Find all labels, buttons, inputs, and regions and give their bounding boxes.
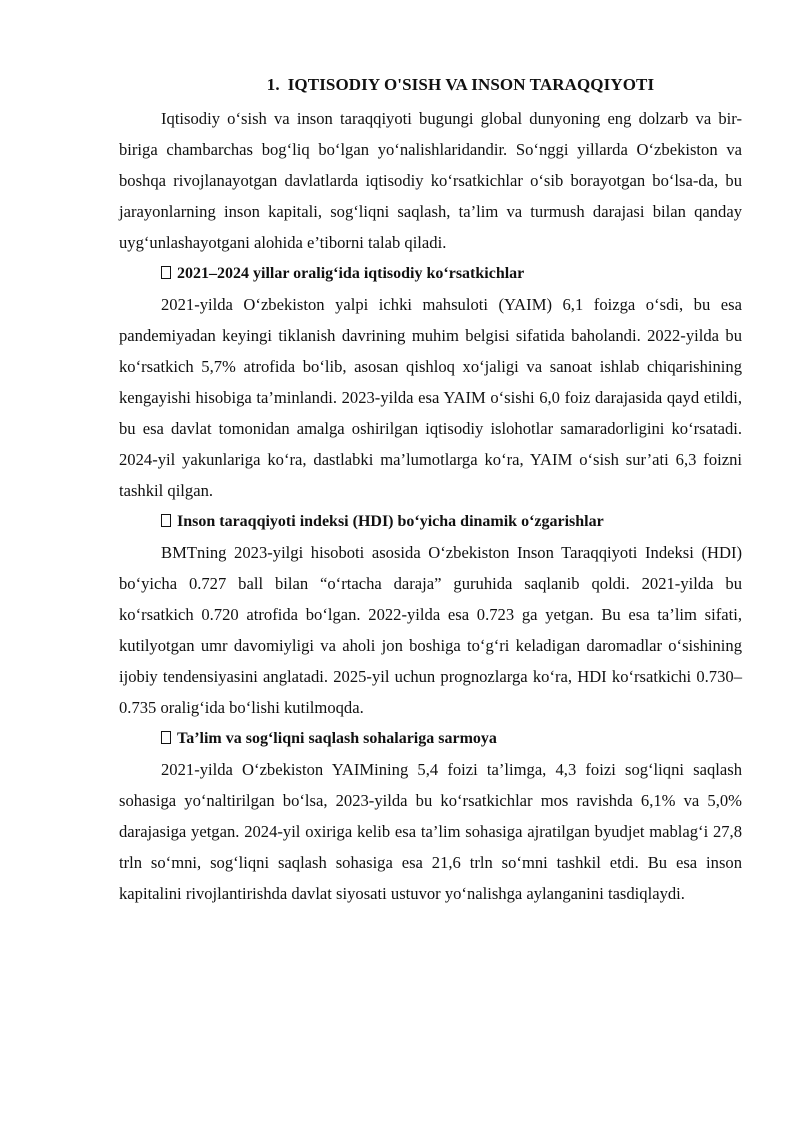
section-title <box>119 72 742 98</box>
paragraph-hdi: BMTning 2023-yilgi hisoboti asosida O‘zbekiston Inson Taraqqiyoti Indeksi (HDI) bo‘yicha 0.727 ball bilan “o‘rtacha daraja” guruhida saqlanib qoldi. 2021-yilda bu ko‘rsatkich 0.720 atrofida bo‘lgan. 2022-yilda esa 0.723 ga yetgan. Bu esa ta’lim sifati, kutilyotgan umr davomiyligi va aholi jon boshiga to‘g‘ri keladigan daromadlar o‘sishining ijobiy tendensiyasini anglatadi. 2025-yil uchun prognozlarga ko‘ra, HDI ko‘rsatkichi 0.730–0.735 oralig‘ida bo‘lishi kutilmoqda. <box>119 543 742 717</box>
paragraph-economic-indicators: 2021-yilda O‘zbekiston yalpi ichki mahsuloti (YAIM) 6,1 foizga o‘sdi, bu esa pandemiyadan keyingi tiklanish davrining muhim belgisi sifatida baholandi. 2022-yilda bu ko‘rsatkich 5,7% atrofida bo‘lib, asosan qishloq xo‘jaligi va sanoat ishlab chiqarishining kengayishi hisobiga ta’minlandi. 2023-yilda esa YAIM o‘sishi 6,0 foiz darajasida qayd etildi, bu esa davlat tomonidan amalga oshirilgan iqtisodiy islohotlar samaradorligini ko‘rsatadi. 2024-yil yakunlariga ko‘ra, dastlabki ma’lumotlarga ko‘ra, YAIM o‘sish sur’ati 6,3 foizni tashkil qilgan. <box>119 295 742 500</box>
section-number: 1. <box>266 75 280 94</box>
intro-paragraph: Iqtisodiy o‘sish va inson taraqqiyoti bugungi global dunyoning eng dolzarb va bir-biriga chambarchas bog‘liq bo‘lgan yo‘nalishlaridandir. So‘nggi yillarda O‘zbekiston va boshqa rivojlanayotgan davlatlarda iqtisodiy ko‘rsatkichlar o‘sib borayotgan bo‘lsa-da, bu jarayonlarning inson kapitali, sog‘liqni saqlash, ta’lim va turmush darajasi bilan qanday uyg‘unlashayotgani alohida e’tiborni talab qiladi. <box>119 109 742 252</box>
subheading-text: Inson taraqqiyoti indeksi (HDI) bo‘yicha dinamik o‘zgarishlar <box>177 513 604 530</box>
subheading-education-health-investment <box>119 723 742 754</box>
document-page <box>119 72 742 909</box>
section-title-text: IQTISODIY O'SISH VA INSON TARAQQIYOTI <box>287 75 655 94</box>
subheading-text: Ta’lim va sog‘liqni saqlash sohalariga sarmoya <box>177 730 497 747</box>
paragraph-education-health-investment: 2021-yilda O‘zbekiston YAIMining 5,4 foizi ta’limga, 4,3 foizi sog‘liqni saqlash sohasiga yo‘naltirilgan bo‘lsa, 2023-yilda bu ko‘rsatkichlar mos ravishda 6,1% va 5,0% darajasiga yetgan. 2024-yil oxiriga kelib esa ta’lim sohasiga ajratilgan byudjet mablag‘i 27,8 trln so‘mni, sog‘liqni saqlash sohasiga esa 21,6 trln so‘mni tashkil etdi. Bu esa inson kapitalini rivojlantirishda davlat siyosati ustuvor yo‘nalishga aylanganini tasdiqlaydi. <box>119 760 742 903</box>
missing-glyph-box-icon <box>161 514 171 527</box>
missing-glyph-box-icon <box>161 731 171 744</box>
missing-glyph-box-icon <box>161 266 171 279</box>
subheading-hdi <box>119 506 742 537</box>
subheading-text: 2021–2024 yillar oralig‘ida iqtisodiy ko‘rsatkichlar <box>177 265 525 282</box>
subheading-economic-indicators <box>119 258 742 289</box>
